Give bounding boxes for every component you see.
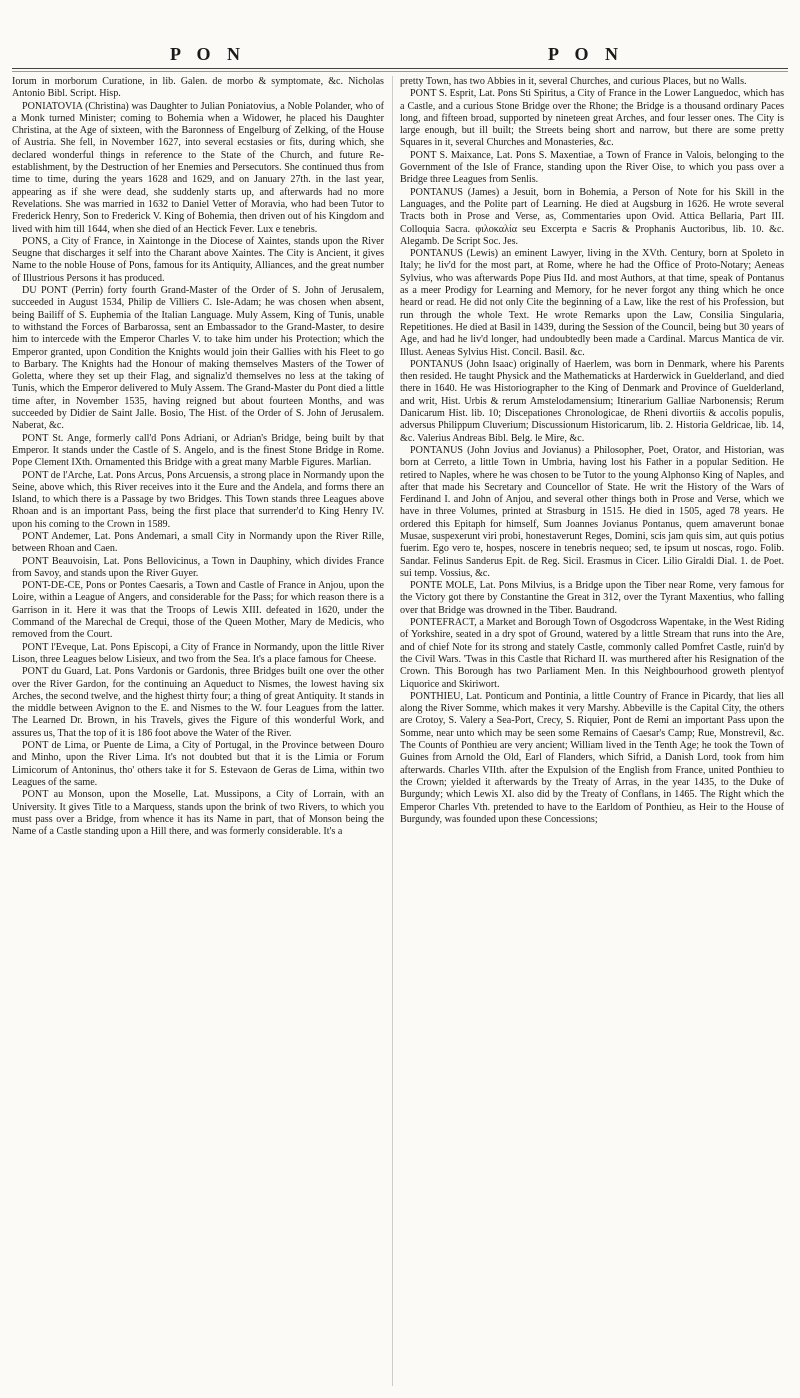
entry-pontanus-john-isaac: PONTANUS (John Isaac) originally of Haerlem, was born in Denmark, where his Parents then resided. He taught Physick and the Mathematicks at Harderwick in Guelderland, and died there in 1640. He was Historiographer to the King of Denmark and Province of Guelderland, and writ, Hist. Urbis & rerum Amstelodamensium; Itinerarium Galliae Narbonensis; Rerum Danicarum Hist. lib. 10; Discepationes Chronologicae, de Rheni divortiis & accolis populis, adversus Philippum Cluverium; Discussionum Historicarum, lib. 2. Historia Geldricae, lib. 14, &c. Valerius Andreas Bibl. Belg. le Mire, &c.	[400, 358, 784, 444]
header-rule-thin	[12, 71, 788, 72]
column-divider	[392, 76, 393, 1386]
entry-pont-beauvoisin: PONT Beauvoisin, Lat. Pons Bellovicinus, a Town in Dauphiny, which divides France from Savoy, and stands upon the River Guyer.	[12, 555, 384, 579]
entry-pont-st-ange: PONT St. Ange, formerly call'd Pons Adriani, or Adrian's Bridge, being built by that Emperor. It stands under the Castle of S. Angelo, and is the finest Stone Bridge in Rome. Pope Clement IXth. Ornamented this Bridge with a great many Marble Figures. Marlian.	[12, 432, 384, 469]
entry-continuation: pretty Town, has two Abbies in it, several Churches, and curious Places, but no Walls.	[400, 76, 747, 87]
entry-pontefract: PONTEFRACT, a Market and Borough Town of Osgodcross Wapentake, in the West Riding of Yorkshire, seated in a dry spot of Ground, watered by a little Stream that runs into the Are, and of chief Note for its strong and stately Castle, commonly called Pomfret Castle, ruin'd by the Civil Wars. 'Twas in this Castle that Richard II. was murthered after his Resignation of the Crown. This Borough has two Parliament Men. In this Neighbourhood groweth plentyof Liquorice and Skiriwort.	[400, 617, 784, 690]
entry-du-pont: DU PONT (Perrin) forty fourth Grand-Master of the Order of S. John of Jerusalem, succeeded in August 1534, Philip de Villiers C. Isle-Adam; he was chosen when absent, being Bailiff of S. Euphemia of the Italian Language. Muly Assem, King of Tunis, unable to withstand the Forces of Barbarossa, sent an Embassador to the Grand-Master, to desire him to intercede with the Emperor Charles V. to take him under his Protection; which the Emperor granted, upon Condition the Knights would join their Gallies with his Fleet to go to Barbary. The Knights had the Honour of making themselves Masters of the Tower of Goletta, where they set up their Flag, and signaliz'd themselves no less at the taking of Tunis, which the Emperor delivered to Muly Assem. The Grand-Master du Pont died a little time after, in November 1535, having reigned but about fourteen Months, and was succeeded by Didier de Saint Jalle. Bosio, The Hist. of the Order of S. John of Jerusalem. Naberat, &c.	[12, 285, 384, 432]
entry-pont-du-guard: PONT du Guard, Lat. Pons Vardonis or Gardonis, three Bridges built one over the other over the River Gardon, for the continuing an Aqueduct to Nismes, the lowest having six Arches, the second twelve, and the highest thirty four; a thing of great Antiquity. It stands in the middle between Avignon to the E. and Nismes to the W. four Leagues from the latter. The Learned Dr. Brown, in his Travels, gives the Figure of this wonderful Work, and assures us, That the top of it is 186 foot above the Water of the River.	[12, 666, 384, 739]
entry-ponthieu: PONTHIEU, Lat. Ponticum and Pontinia, a little Country of France in Picardy, that lies all along the River Somme, which makes it very Marshy. Abbeville is the Capital City, the others are Crotoy, S. Valery a Sea-Port, Crecy, S. Riquier, Pont de Remi an important Pass upon the Somme, near unto which may be seen some Remains of Caesar's Camp; Rue, Monstrevil, &c. The Counts of Ponthieu are very ancient; William lived in the Tenth Age; he took the Town of Guines from Arnold the Old, Earl of Flanders, which Sifrid, a Danish Lord, took from him afterwards. Charles VIIth. after the Expulsion of the English from France, united Ponthieu to the Crown; yielded it afterwards by the Treaty of Arras, in the year 1435, to the Duke of Burgundy; which Lewis XI. also did by the Treaty of Conflans, in 1465. The Right which the Emperor Charles Vth. pretended to have to the Earldom of Ponthieu, as Heir to the House of Burgundy, was founded upon these Concessions;	[400, 690, 784, 825]
entry-pont-de-lima: PONT de Lima, or Puente de Lima, a City of Portugal, in the Province between Douro and Minho, upon the River Lima. It's not doubted but that it is the Limia or Forum Limicorum of Antoninus, tho' others take it for S. Estevaon de Geras de Lima, within two Leagues of the same.	[12, 740, 384, 788]
entry-continuation: Iorum in morborum Curatione, in lib. Galen. de morbo & symptomate, &c. Nicholas Antonio Bibl. Script. Hisp.	[12, 76, 384, 100]
header-rule	[12, 68, 788, 69]
entry-pontanus-james: PONTANUS (James) a Jesuit, born in Bohemia, a Person of Note for his Skill in the Languages, and the Polite part of Learning. He died at Augsburg in 1626. He wrote several Tracts both in Prose and Verse, as, Commentaries upon Ovid. Attica Bellaria, Part III. Colloquia Sacra. φιλοκαλία seu Excerpta e Sacris & Prophanis Auctoribus, lib. 10. &c. Alegamb. De Script Soc. Jes.	[400, 186, 784, 247]
entry-pont-de-ce: PONT-DE-CE, Pons or Pontes Caesaris, a Town and Castle of France in Anjou, upon the Loire, within a League of Angers, and considerable for the Pass; for which reason there is a Garrison in it. Here it was that the Troops of Lewis XIII. defeated in 1620, under the Command of the Marechal de Crequi, those of the Queen Mother, Mary de Medicis, who removed from the Court.	[12, 580, 384, 641]
entry-pont-leveque: PONT l'Eveque, Lat. Pons Episcopi, a City of France in Normandy, upon the little River Lison, three Leagues below Lisieux, and two from the Sea. It's a place famous for Cheese.	[12, 641, 384, 665]
running-head-left: P O N	[170, 44, 247, 64]
running-head-right: P O N	[548, 44, 625, 64]
entry-pont-de-larche: PONT de l'Arche, Lat. Pons Arcus, Pons Arcuensis, a strong place in Normandy upon the Seine, above which, this River receives into it the Eure and the Andela, and forms there an Island, to which there is a Passage by two Bridges. This Town stands three Leagues above Rhoan and is an important Pass, being the first place that surrender'd to King Henry IV. upon his coming to the Crown in 1589.	[12, 469, 384, 530]
entry-poniatovia: PONIATOVIA (Christina) was Daughter to Julian Poniatovius, a Noble Polander, who of a Monk turned Minister; coming to Bohemia when a Widower, he placed his Daughter Christina, at the Age of sixteen, with the Baronness of Engelburg of Zelking, of the House of Austria. She fell, in November 1627, into several ecstasies or fits, during which, she declared wonderful things in reference to the State of the Church, and future Re-establishment, by the Destruction of her Enemies and Persecutors. She continued thus from time to time, during the years 1628 and 1629, and on January 27th. in the last year, appearing as if she were dead, she suddenly starts up, and afterwards had no more Revelations. She was married in 1632 to Daniel Vetter of Moravia, who had been Tutor to Frederick Henry, Son to Frederick V. King of Bohemia, then driven out of his Kingdom and lived with him till 1644, when she died of an Hectick Fever. Lux e tenebris.	[12, 100, 384, 235]
entry-pontanus-john-jovius: PONTANUS (John Jovius and Jovianus) a Philosopher, Poet, Orator, and Historian, was born at Cerreto, a little Town in Umbria, having lost his Father in a popular Sedition. He retired to Naples, where he was chosen to be Tutor to the young Alphonso King of Naples, and after that made his Secretary and Councellor of State. He writ the History of the Wars of Ferdinand I. and John of Anjou, and several other things both in Prose and Verse, which we have in three Volumes, printed at Strasburg in 1515. He died in 1505, aged 78 years. He ordered this Epitaph for himself, Sum Joannes Jovianus Pontanus, quem amaverunt bonae Musae, suspexerunt viri probi, honestaverunt Reges, Domini, scis jam quis sim, aut quis potius fuerim. Ego vero te, hospes, noscere in tenebris nequeo; sed, te ipsum ut noscas, rogo. Folib. Sandar. Felinus Sanderus Epit. de Reg. Sicil. Erasmus in Cicer. Lilio Giraldi Dial. 1. de Poet. sui temp. Vossius, &c.	[400, 444, 784, 579]
left-column	[12, 76, 384, 838]
entry-pont-s-esprit: PONT S. Esprit, Lat. Pons Sti Spiritus, a City of France in the Lower Languedoc, which has a Castle, and a curious Stone Bridge over the Rhone; the Bridge is a thousand ordinary Paces long, and fifteen broad, supported by nineteen great Arches, and four lesser ones. The City is large enough, but ill built; the Streets being short and narrow, but there are some pretty Squares in it, several Churches and Monasteries, &c.	[400, 88, 784, 149]
entry-pont-andemer: PONT Andemer, Lat. Pons Andemari, a small City in Normandy upon the River Rille, between Rhoan and Caen.	[12, 530, 384, 555]
entry-pont-s-maixance: PONT S. Maixance, Lat. Pons S. Maxentiae, a Town of France in Valois, belonging to the Government of the Isle of France, standing upon the River Oise, to which you pass over a Bridge three Leagues from Senlis.	[400, 149, 784, 186]
entry-pontanus-lewis: PONTANUS (Lewis) an eminent Lawyer, living in the XVth. Century, born at Spoleto in Italy; he liv'd for the most part, at Rome, where he had the Office of Proto-Notary; Aeneas Sylvius, who was afterwards Pope Pius IId. and most Authors, at that time, speak of Pontanus as a meer Prodigy for Learning and Memory, for he never forgot any thing which he once heard or read. He did not only Cite the beginning of a Law, like the rest of his Profession, but run through the whole Text. He wrote Remarks upon the Law, Consilia Singularia, Repetitiones. He died at Basil in 1439, during the Session of the Council, being but 30 years of Age, and had he liv'd longer, had undoubtedly been made a Cardinal. Marcus Mantica de vir. Illust. Aeneas Sylvius Hist. Concil. Basil. &c.	[400, 248, 784, 358]
entry-pont-au-monson: PONT au Monson, upon the Moselle, Lat. Mussipons, a City of Lorrain, with an University. It gives Title to a Marquess, stands upon the brink of two Rivers, to which you must pass over a Bridge, from whence it has its Name in part, that of Monson being the Name of a Castle standing upon a Hill there, and was formerly considerable. It's a	[12, 789, 384, 838]
entry-ponte-mole: PONTE MOLE, Lat. Pons Milvius, is a Bridge upon the Tiber near Rome, very famous for the Victory got there by Constantine the Great in 312, over the Tyrant Maxentius, who falling over that Bridge was drowned in the Tiber. Baudrand.	[400, 580, 784, 616]
entry-pons: PONS, a City of France, in Xaintonge in the Diocese of Xaintes, stands upon the River Seugne that discharges it self into the Charant above Xaintes. The City is Ancient, it gives Name to the noble House of Pons, famous for its Antiquity, Alliances, and the great number of Illustrious Persons it has produced.	[12, 235, 384, 284]
right-column	[400, 76, 784, 826]
